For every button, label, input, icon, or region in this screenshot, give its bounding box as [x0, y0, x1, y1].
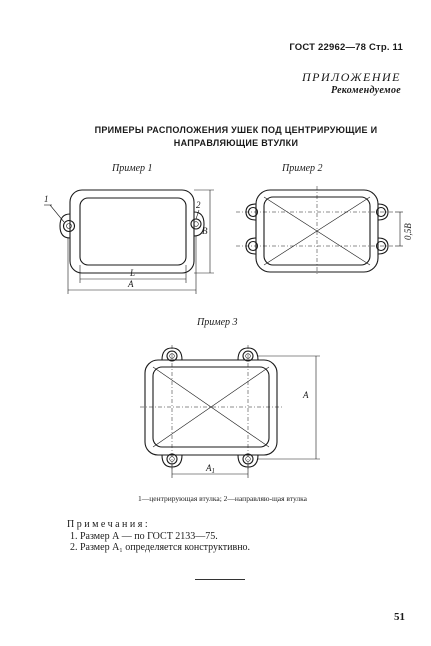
dimension-05b-label: 0,5В — [403, 223, 413, 240]
ex1-callout-1-leader — [50, 205, 64, 222]
section-divider — [195, 579, 245, 580]
example-1-drawing — [44, 190, 214, 294]
section-title-line-2: НАПРАВЛЯЮЩИЕ ВТУЛКИ — [173, 138, 299, 148]
example-3-caption: Пример 3 — [197, 317, 238, 328]
dimension-l-label: L — [130, 268, 136, 278]
section-title-line-1: ПРИМЕРЫ РАСПОЛОЖЕНИЯ УШЕК ПОД ЦЕНТРИРУЮЩИЕ И — [94, 125, 378, 135]
ex1-centering-bushing — [64, 221, 75, 232]
ex1-inner-frame — [80, 198, 186, 265]
appendix-subtitle: Рекомендуемое — [331, 85, 401, 96]
example-2-drawing — [236, 186, 413, 276]
ex1-outer-frame — [70, 190, 194, 273]
ex1-centering-bushing-hole — [67, 224, 72, 229]
dimension-a1-label: $А_1$ — [206, 463, 215, 475]
notes-title: Примечания: — [67, 519, 151, 530]
dimension-a-ex3-label: А — [303, 390, 309, 400]
ex1-callout-2-leader — [196, 210, 199, 219]
appendix-title: ПРИЛОЖЕНИЕ — [302, 70, 401, 84]
ex1-left-lug — [60, 214, 70, 238]
drawing-legend: 1—центрирующая втулка; 2—направляю-щая втулка — [138, 494, 307, 503]
note-item-2: 2. Размер А₁ определяется конструктивно. — [70, 542, 251, 553]
dimension-a-label: А — [128, 279, 134, 289]
callout-2-label: 2 — [196, 200, 201, 210]
ex1-guide-bushing — [191, 219, 201, 229]
ex3-outer-frame — [145, 360, 277, 455]
dimension-b-label: В — [202, 226, 208, 236]
standard-header: ГОСТ 22962—78 Стр. 11 — [289, 42, 403, 53]
callout-1-label: 1 — [44, 194, 49, 204]
example-2-caption: Пример 2 — [282, 163, 323, 174]
example-1-caption: Пример 1 — [112, 163, 153, 174]
note-item-1: 1. Размер А — по ГОСТ 2133—75. — [70, 531, 218, 542]
page-number: 51 — [394, 611, 405, 623]
example-3-drawing — [140, 345, 320, 478]
